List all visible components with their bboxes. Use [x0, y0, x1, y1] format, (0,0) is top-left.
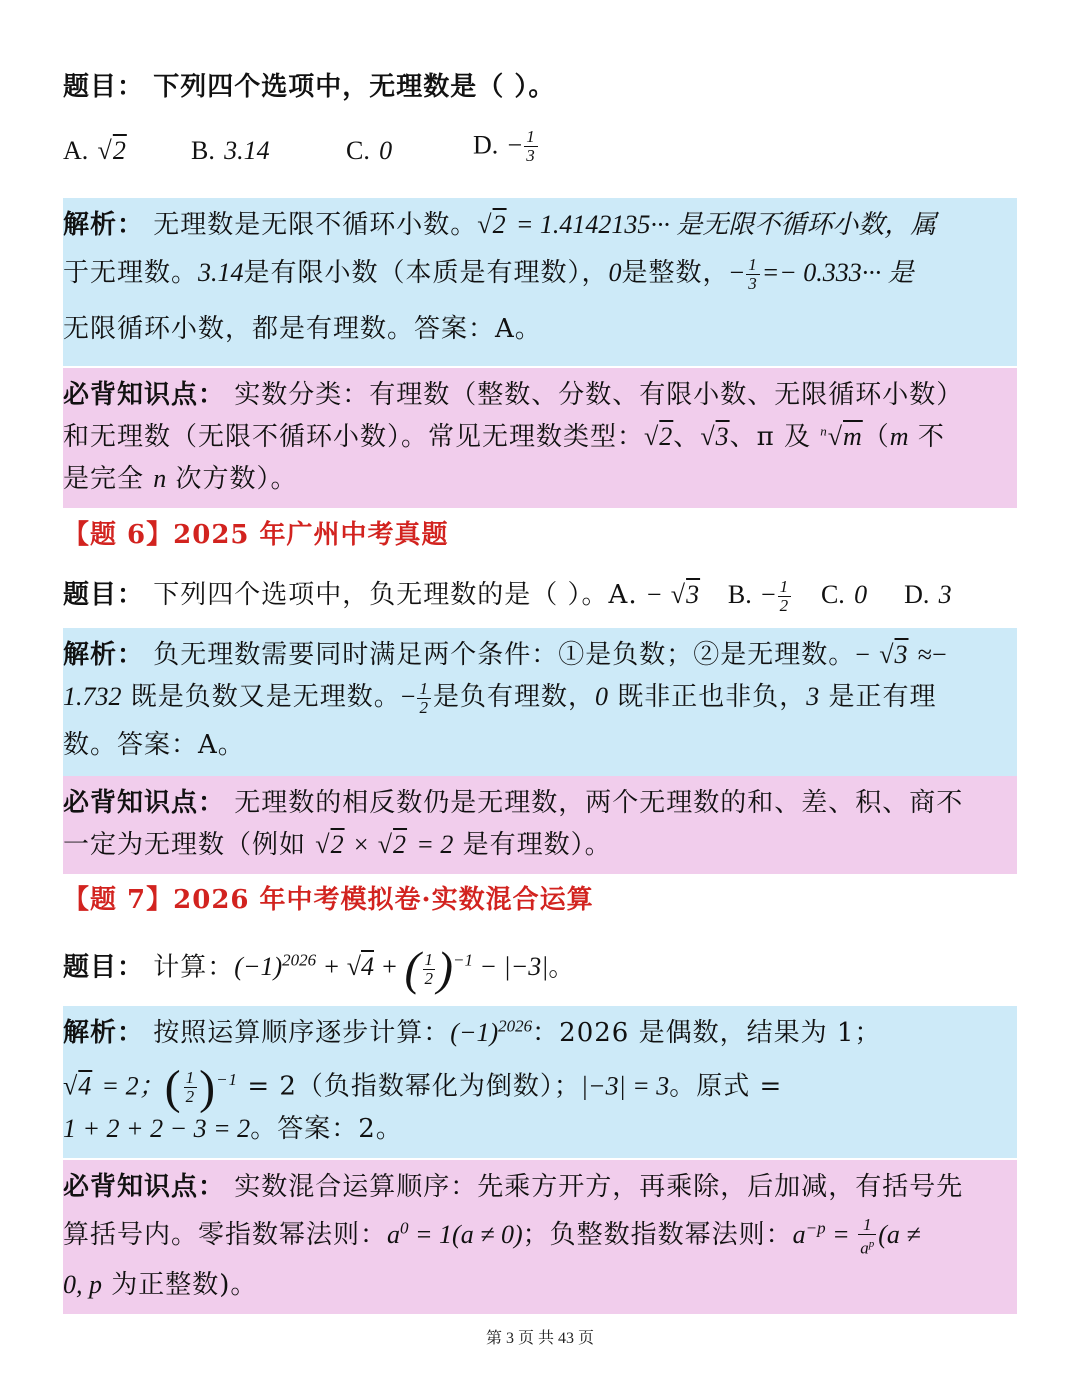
q5-question — [63, 60, 1017, 110]
q7-knowledge-point — [63, 1160, 1017, 1314]
knowledge-text: 实数混合运算顺序：先乘方开方，再乘除，后加减，有括号先 — [234, 1172, 964, 1202]
sqrt-2: √2 — [315, 830, 345, 859]
option-d-value: 3 — [938, 580, 952, 609]
option-b-label: B. — [727, 580, 752, 609]
option-c-label: C. — [346, 136, 370, 165]
knowledge-value: = 2 — [416, 830, 454, 859]
knowledge-text: 为正整数)。 — [111, 1270, 258, 1300]
analysis-value: 0 — [608, 258, 622, 287]
analysis-value: = 2； — [101, 1071, 165, 1101]
question-heading: 【题 7】2026 年中考模拟卷·实数混合运算 — [63, 885, 594, 915]
analysis-text: 无理数是无限不循环小数。 — [153, 210, 478, 240]
negative-exponent-rule: $a^{-p}$ = $\frac{1}{a^p}$ (a ≠ — [792, 1215, 921, 1258]
question-heading: 【题 6】2025 年广州中考真题 — [63, 520, 449, 550]
fraction-one-third: $\frac{1}{3}$ — [526, 127, 536, 165]
analysis-label: 解析： — [63, 210, 145, 240]
analysis-value: 3 — [806, 682, 820, 711]
analysis-text: ≈− — [917, 640, 947, 669]
sqrt-4: √4 — [63, 1071, 93, 1101]
option-c-label: C. — [820, 580, 845, 609]
sqrt-3: √3 — [879, 640, 909, 669]
sqrt-2: √2 — [644, 422, 674, 451]
analysis-text: 于无理数。 — [63, 258, 199, 288]
knowledge-text: 是有理数）。 — [462, 830, 612, 860]
analysis-value: =− 0.333··· 是 — [761, 258, 914, 287]
q7-heading — [63, 877, 1017, 917]
knowledge-text: 算括号内。零指数幂法则： — [63, 1220, 388, 1250]
minus-sign: − — [507, 130, 523, 160]
knowledge-text: 不 — [917, 422, 945, 452]
option-b-label: B. — [191, 136, 215, 165]
analysis-label: 解析： — [63, 640, 145, 670]
knowledge-text: 无理数的相反数仍是无理数，两个无理数的和、差、积、商不 — [234, 788, 964, 818]
analysis-text: 负无理数需要同时满足两个条件：①是负数；②是无理数。 — [153, 640, 856, 670]
analysis-text: ：2026 是偶数，结果为 1； — [532, 1018, 882, 1048]
option-c-value: 0 — [379, 136, 393, 165]
q7-analysis: 解析： 按照运算顺序逐步计算：$(-1)^{2026}$：2026 是偶数，结果为 1； √4 = 2；( $\frac{1}{2}$ )$^{-1}$ = 2（负指数幂化为倒数）；|−3| = 3。原式 = 1 + 2 + 2 − 3 = 2。答案：2。 — [63, 1006, 1017, 1158]
knowledge-text: ；负整数指数幂法则： — [522, 1220, 793, 1250]
analysis-text: 既是负数又是无理数。 — [130, 682, 401, 712]
q6-heading — [63, 512, 1017, 552]
knowledge-text: 是完全 — [63, 464, 145, 494]
analysis-value: 3.14 — [198, 258, 244, 287]
question-text: 。 — [548, 952, 576, 983]
q6-knowledge-point: 必背知识点： 无理数的相反数仍是无理数，两个无理数的和、差、积、商不 一定为无理数（例如 √2 × √2 = 2 是有理数）。 — [63, 776, 1017, 874]
analysis-value: 0 — [594, 682, 608, 711]
knowledge-label: 必背知识点： — [63, 380, 226, 410]
analysis-text: 无限循环小数，都是有理数。答案：A。 — [63, 314, 542, 344]
knowledge-text: 次方数）。 — [175, 464, 298, 494]
sqrt-2: √2 — [477, 210, 507, 239]
option-a-label: A. — [63, 136, 89, 165]
analysis-text: 是正有理 — [828, 682, 937, 712]
knowledge-label: 必背知识点： — [63, 788, 226, 818]
analysis-text: 是有限小数（本质是有理数）， — [243, 258, 609, 288]
knowledge-text: 和无理数（无限不循环小数）。常见无理数类型： — [63, 422, 645, 452]
q7-question — [63, 928, 1017, 998]
question-text: 计算： — [153, 952, 235, 983]
fraction-one-half: $\frac{1}{2}$ — [419, 678, 429, 717]
analysis-text: = 1.4142135··· 是无限不循环小数，属 — [515, 210, 937, 239]
math-expression: $(-1)^{2026} + √4$ + ( $\frac{1}{2}$ )$^{-1}$ − |−3| — [234, 943, 549, 996]
q5-knowledge-point: 必背知识点： 实数分类：有理数（整数、分数、有限小数、无限循环小数） 和无理数（无限不循环小数）。常见无理数类型：√2、√3、π 及 $^n$√m（m 不 是完全 n 次方数）。 — [63, 368, 1017, 508]
option-b-value: 3.14 — [224, 136, 270, 165]
question-label: 题目： — [63, 952, 145, 983]
knowledge-text: 、π 及 — [729, 422, 811, 452]
question-label: 题目： — [63, 580, 145, 610]
analysis-value: |−3| = 3 — [580, 1071, 670, 1101]
analysis-label: 解析： — [63, 1018, 145, 1048]
analysis-value: 1.732 — [63, 682, 122, 711]
knowledge-text: 一定为无理数（例如 — [63, 830, 307, 860]
analysis-text: = 2（负指数幂化为倒数）； — [247, 1071, 581, 1102]
analysis-text: 既非正也非负， — [617, 682, 807, 712]
fraction-one-third: $\frac{1}{3}$ — [748, 254, 758, 293]
option-c-value: 0 — [854, 580, 868, 609]
sqrt-3: √3 — [670, 580, 701, 609]
question-text: 下列四个选项中，负无理数的是（ ）。A. — [153, 580, 638, 610]
analysis-text: 数。答案：A。 — [63, 730, 245, 760]
knowledge-text: 实数分类：有理数（整数、分数、有限小数、无限循环小数） — [234, 380, 964, 410]
option-d-label: D. — [904, 580, 930, 609]
analysis-text: 是负有理数， — [432, 682, 595, 712]
analysis-text: 。答案：2。 — [250, 1114, 403, 1144]
nth-root-m: $^n$√m — [820, 422, 863, 451]
q6-question: 题目： 下列四个选项中，负无理数的是（ ）。A. − √3 B. − $\frac{1}{2}$ C. 0 D. 3 — [63, 576, 952, 615]
knowledge-label: 必背知识点： — [63, 1172, 226, 1202]
fraction-one-half: $\frac{1}{2}$ — [779, 576, 790, 615]
q6-analysis: 解析： 负无理数需要同时满足两个条件：①是负数；②是无理数。− √3 ≈− 1.732 既是负数又是无理数。− $\frac{1}{2}$ 是负有理数，0 既非正也非负，3 是正有理 数。答案：A。 — [63, 628, 1017, 776]
q5-analysis: 解析： 无理数是无限不循环小数。√2 = 1.4142135··· 是无限不循环小数，属 于无理数。3.14是有限小数（本质是有理数），0是整数，− $\frac{1}{3}$ =− 0.333··· 是 无限循环小数，都是有理数。答案：A。 — [63, 198, 1017, 366]
fraction-one-half: $\frac{1}{2}$ — [185, 1068, 196, 1106]
zero-exponent-rule: $a^0 = 1(a \ne 0)$ — [387, 1218, 523, 1249]
knowledge-text: （ — [862, 422, 890, 452]
analysis-text: 按照运算顺序逐步计算： — [153, 1018, 451, 1048]
question-label: 题目： — [63, 72, 145, 102]
analysis-text: 。原式 = — [669, 1071, 783, 1102]
knowledge-value: 0, p — [63, 1270, 102, 1299]
analysis-value: 1 + 2 + 2 − 3 = 2 — [63, 1114, 251, 1143]
page-footer: 第 3 页 共 43 页 — [485, 1330, 594, 1347]
option-d-label: D. — [473, 130, 499, 160]
sqrt-2: √2 — [97, 136, 127, 165]
analysis-text: 是整数， — [621, 258, 730, 288]
question-text: 下列四个选项中，无理数是（ ）。 — [153, 72, 556, 102]
sqrt-2: √2 — [377, 830, 408, 859]
q5-options — [63, 128, 1017, 184]
sqrt-3: √3 — [700, 422, 730, 451]
